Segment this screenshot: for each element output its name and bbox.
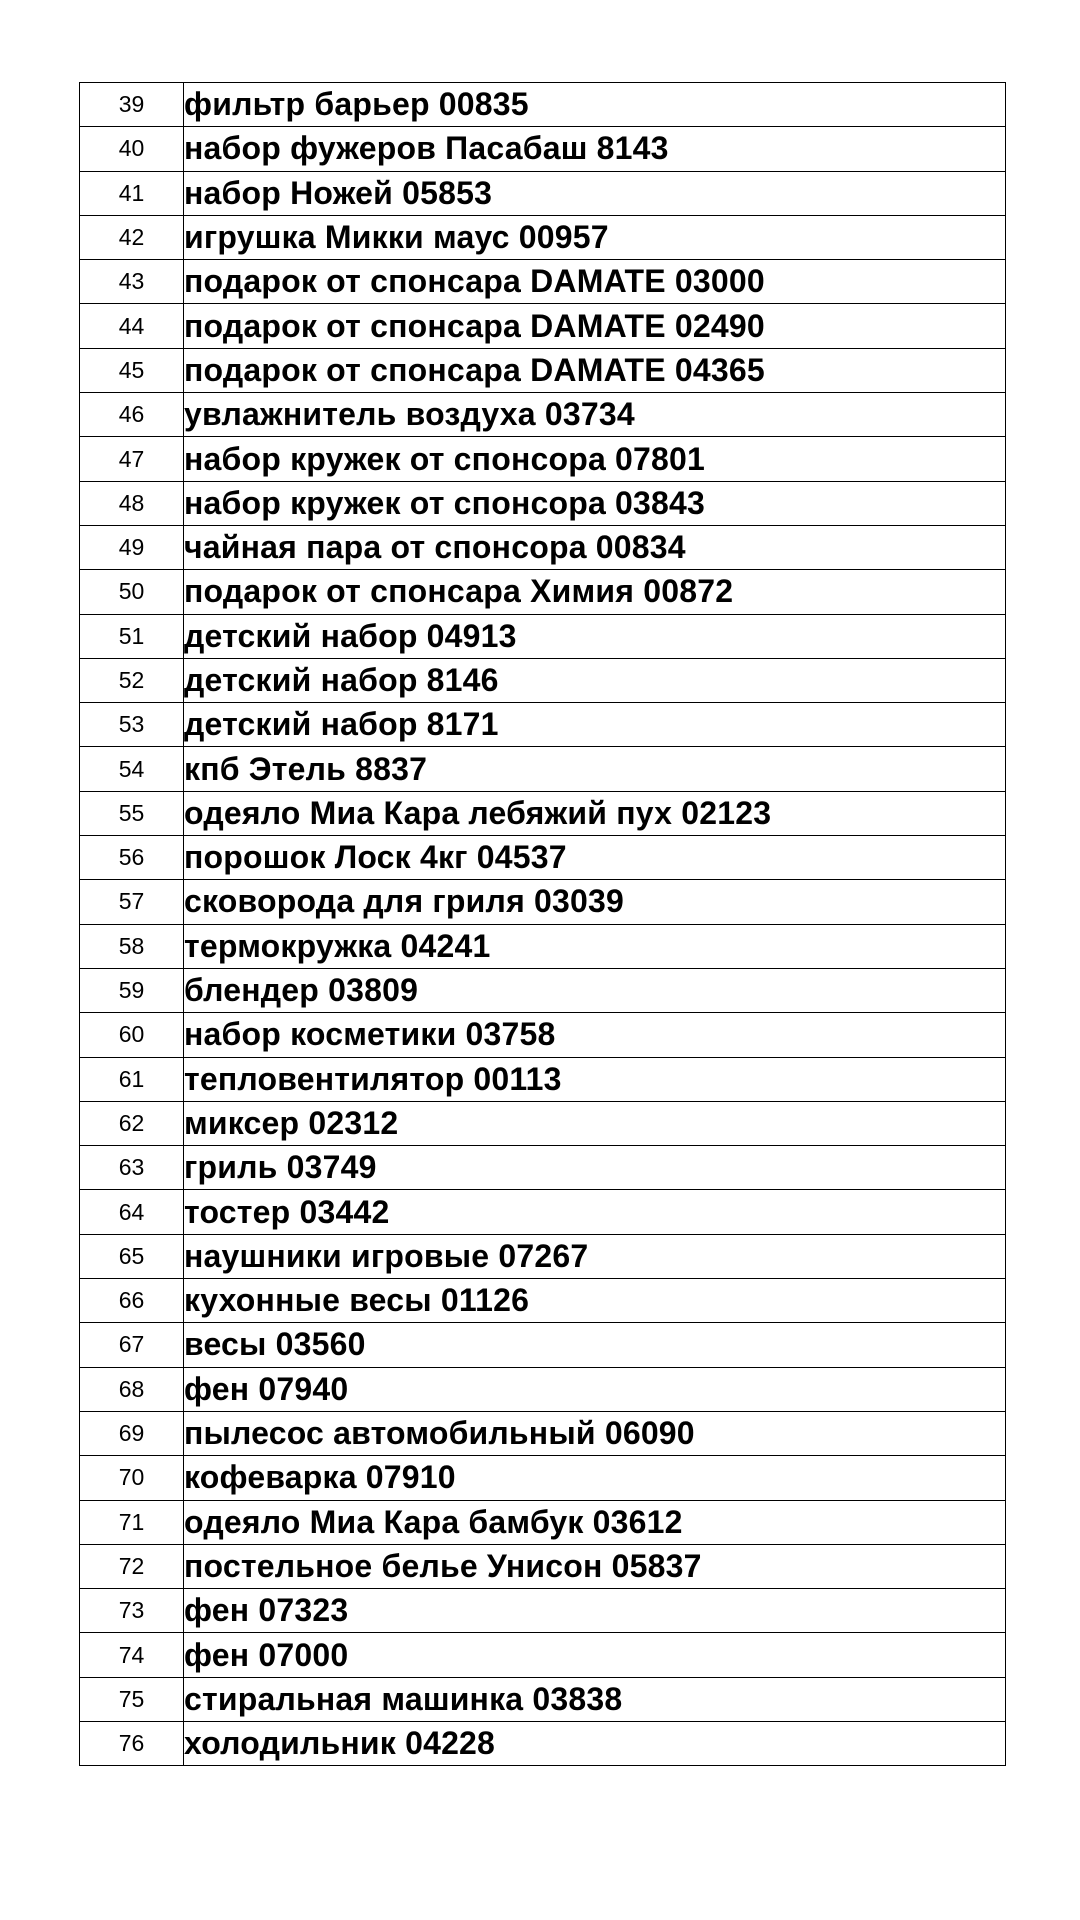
table-row	[80, 393, 1006, 437]
table-row	[80, 1279, 1006, 1323]
table-row	[80, 1234, 1006, 1278]
row-number: 41	[80, 171, 184, 215]
table-row	[80, 1101, 1006, 1145]
item-name: постельное белье Унисон 05837	[184, 1544, 1006, 1588]
table-row	[80, 1633, 1006, 1677]
table-row	[80, 703, 1006, 747]
item-name: термокружка 04241	[184, 924, 1006, 968]
item-name: стиральная машинка 03838	[184, 1677, 1006, 1721]
item-name: кофеварка 07910	[184, 1456, 1006, 1500]
table-row	[80, 1367, 1006, 1411]
table-row	[80, 968, 1006, 1012]
item-name: подарок от спонсара DAMATE 03000	[184, 260, 1006, 304]
row-number: 60	[80, 1013, 184, 1057]
item-name: порошок Лоск 4кг 04537	[184, 836, 1006, 880]
item-name: кпб Этель 8837	[184, 747, 1006, 791]
row-number: 59	[80, 968, 184, 1012]
row-number: 65	[80, 1234, 184, 1278]
item-name: одеяло Миа Кара лебяжий пух 02123	[184, 791, 1006, 835]
item-name: тепловентилятор 00113	[184, 1057, 1006, 1101]
prize-list-sheet	[79, 82, 1006, 1766]
row-number: 64	[80, 1190, 184, 1234]
table-row	[80, 83, 1006, 127]
row-number: 58	[80, 924, 184, 968]
row-number: 66	[80, 1279, 184, 1323]
table-row	[80, 437, 1006, 481]
table-row	[80, 570, 1006, 614]
item-name: блендер 03809	[184, 968, 1006, 1012]
row-number: 49	[80, 525, 184, 569]
row-number: 61	[80, 1057, 184, 1101]
row-number: 71	[80, 1500, 184, 1544]
table-row	[80, 614, 1006, 658]
item-name: пылесос автомобильный 06090	[184, 1411, 1006, 1455]
item-name: детский набор 04913	[184, 614, 1006, 658]
table-row	[80, 481, 1006, 525]
table-row	[80, 304, 1006, 348]
row-number: 45	[80, 348, 184, 392]
item-name: фен 07323	[184, 1589, 1006, 1633]
table-row	[80, 1677, 1006, 1721]
table-row	[80, 1544, 1006, 1588]
row-number: 69	[80, 1411, 184, 1455]
row-number: 56	[80, 836, 184, 880]
item-name: весы 03560	[184, 1323, 1006, 1367]
row-number: 74	[80, 1633, 184, 1677]
item-name: фильтр барьер 00835	[184, 83, 1006, 127]
table-row	[80, 127, 1006, 171]
table-row	[80, 1323, 1006, 1367]
item-name: набор кружек от спонсора 03843	[184, 481, 1006, 525]
row-number: 50	[80, 570, 184, 614]
row-number: 52	[80, 658, 184, 702]
row-number: 68	[80, 1367, 184, 1411]
item-name: холодильник 04228	[184, 1721, 1006, 1765]
table-row	[80, 1057, 1006, 1101]
item-name: наушники игровые 07267	[184, 1234, 1006, 1278]
row-number: 62	[80, 1101, 184, 1145]
row-number: 75	[80, 1677, 184, 1721]
row-number: 51	[80, 614, 184, 658]
table-row	[80, 525, 1006, 569]
row-number: 43	[80, 260, 184, 304]
row-number: 39	[80, 83, 184, 127]
table-row	[80, 1456, 1006, 1500]
row-number: 76	[80, 1721, 184, 1765]
item-name: миксер 02312	[184, 1101, 1006, 1145]
item-name: набор фужеров Пасабаш 8143	[184, 127, 1006, 171]
row-number: 48	[80, 481, 184, 525]
row-number: 42	[80, 215, 184, 259]
table-row	[80, 924, 1006, 968]
table-row	[80, 836, 1006, 880]
item-name: игрушка Микки маус 00957	[184, 215, 1006, 259]
item-name: одеяло Миа Кара бамбук 03612	[184, 1500, 1006, 1544]
row-number: 44	[80, 304, 184, 348]
item-name: гриль 03749	[184, 1146, 1006, 1190]
table-row	[80, 1146, 1006, 1190]
table-row	[80, 658, 1006, 702]
prize-table	[79, 82, 1006, 1766]
table-row	[80, 1500, 1006, 1544]
table-row	[80, 260, 1006, 304]
table-row	[80, 1190, 1006, 1234]
table-row	[80, 348, 1006, 392]
item-name: детский набор 8171	[184, 703, 1006, 747]
row-number: 70	[80, 1456, 184, 1500]
table-row	[80, 791, 1006, 835]
item-name: набор косметики 03758	[184, 1013, 1006, 1057]
table-row	[80, 880, 1006, 924]
item-name: подарок от спонсара DAMATE 04365	[184, 348, 1006, 392]
table-row	[80, 1013, 1006, 1057]
item-name: увлажнитель воздуха 03734	[184, 393, 1006, 437]
item-name: детский набор 8146	[184, 658, 1006, 702]
row-number: 72	[80, 1544, 184, 1588]
row-number: 40	[80, 127, 184, 171]
item-name: набор Ножей 05853	[184, 171, 1006, 215]
row-number: 63	[80, 1146, 184, 1190]
item-name: сковорода для гриля 03039	[184, 880, 1006, 924]
prize-table-body	[80, 83, 1006, 1766]
table-row	[80, 1721, 1006, 1765]
item-name: чайная пара от спонсора 00834	[184, 525, 1006, 569]
row-number: 53	[80, 703, 184, 747]
row-number: 67	[80, 1323, 184, 1367]
item-name: подарок от спонсара DAMATE 02490	[184, 304, 1006, 348]
item-name: набор кружек от спонсора 07801	[184, 437, 1006, 481]
item-name: подарок от спонсара Химия 00872	[184, 570, 1006, 614]
row-number: 57	[80, 880, 184, 924]
item-name: тостер 03442	[184, 1190, 1006, 1234]
item-name: фен 07940	[184, 1367, 1006, 1411]
row-number: 46	[80, 393, 184, 437]
item-name: кухонные весы 01126	[184, 1279, 1006, 1323]
table-row	[80, 1411, 1006, 1455]
item-name: фен 07000	[184, 1633, 1006, 1677]
table-row	[80, 1589, 1006, 1633]
table-row	[80, 215, 1006, 259]
row-number: 73	[80, 1589, 184, 1633]
row-number: 54	[80, 747, 184, 791]
row-number: 47	[80, 437, 184, 481]
row-number: 55	[80, 791, 184, 835]
table-row	[80, 747, 1006, 791]
table-row	[80, 171, 1006, 215]
